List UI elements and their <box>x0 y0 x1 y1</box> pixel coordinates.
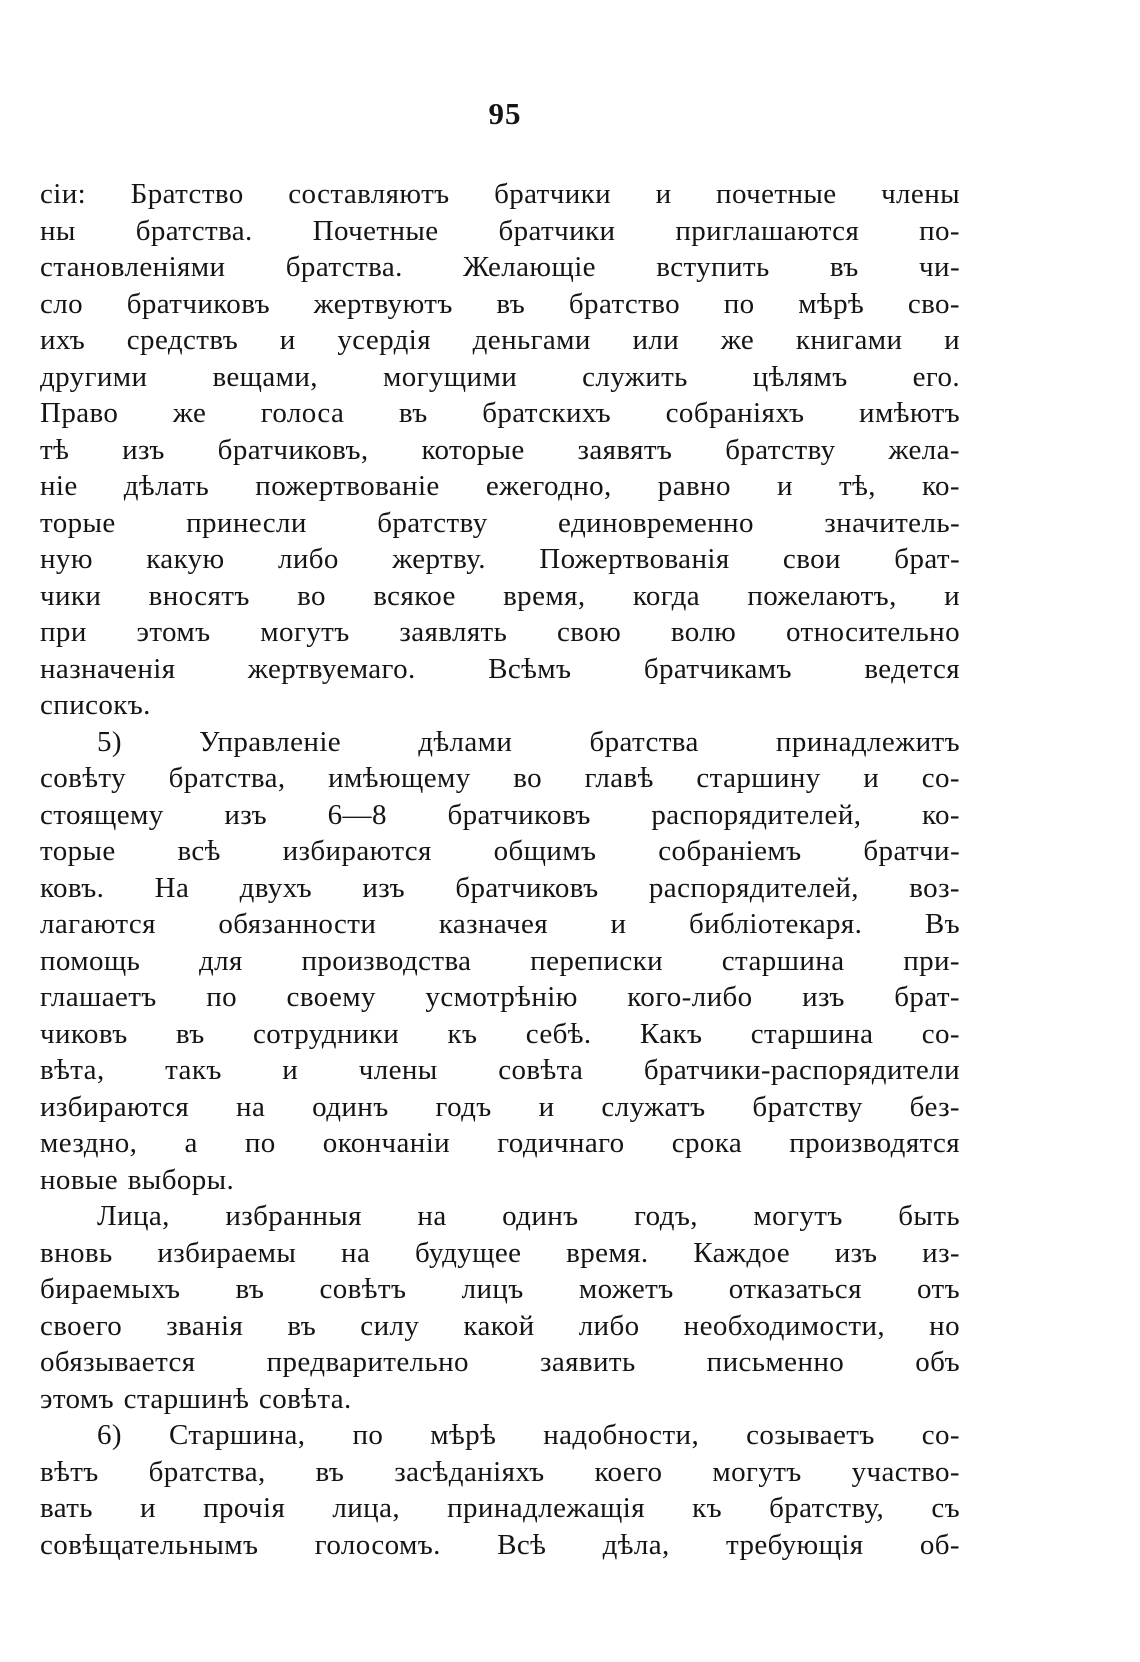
text-line: чиковъ въ сотрудники къ себѣ. Какъ старшина со- <box>40 1017 960 1050</box>
text-line: совѣту братства, имѣющему во главѣ старшину и со- <box>40 762 960 794</box>
text-line: глашаетъ по своему усмотрѣнію кого-либо изъ брат- <box>40 981 960 1013</box>
paragraph-start-line: 5) Управленіе дѣлами братства принадлежитъ <box>97 725 960 758</box>
text-line: сло братчиковъ жертвуютъ въ братство по мѣрѣ сво- <box>40 287 960 320</box>
text-line: своего званія въ силу какой либо необходимости, но <box>40 1309 960 1342</box>
text-line: вѣтъ братства, въ засѣданіяхъ коего могутъ участво- <box>40 1455 960 1488</box>
text-line: другими вещами, могущими служить цѣлямъ его. <box>40 360 960 393</box>
text-line: бираемыхъ въ совѣтъ лицъ можетъ отказаться отъ <box>40 1273 960 1305</box>
page-number: 95 <box>488 96 522 131</box>
paragraph-start-line: 6) Старшина, по мѣрѣ надобности, созываетъ со- <box>97 1419 960 1451</box>
text-line: избираются на одинъ годъ и служатъ братству без- <box>40 1090 960 1123</box>
text-line: мездно, а по окончаніи годичнаго срока производятся <box>40 1127 960 1159</box>
text-line: чики вносятъ во всякое время, когда пожелаютъ, и <box>40 579 960 612</box>
text-line: лагаются обязанности казначея и библіотекаря. Въ <box>40 908 960 940</box>
text-line: тѣ изъ братчиковъ, которые заявятъ братству жела- <box>40 433 960 466</box>
text-line: сіи: Братство составляютъ братчики и почетные члены <box>40 178 960 210</box>
text-line: назначенія жертвуемаго. Всѣмъ братчикамъ ведется <box>40 652 960 685</box>
body-text <box>40 176 960 1563</box>
paragraph-start-line: Лица, избранныя на одинъ годъ, могутъ быть <box>97 1200 960 1232</box>
text-line: ную какую либо жертву. Пожертвованія свои брат- <box>40 543 960 575</box>
text-line: при этомъ могутъ заявлять свою волю относительно <box>40 616 960 648</box>
text-line: вновь избираемы на будущее время. Каждое изъ из- <box>40 1236 960 1269</box>
text-line: совѣщательнымъ голосомъ. Всѣ дѣла, требующія об- <box>40 1528 960 1561</box>
paragraph-end-line: этомъ старшинѣ совѣта. <box>40 1382 352 1415</box>
text-line: помощь для производства переписки старшина при- <box>40 944 960 977</box>
paragraph-end-line: новые выборы. <box>40 1163 235 1196</box>
text-line: становленіями братства. Желающіе вступить въ чи- <box>40 251 960 283</box>
text-line: стоящему изъ 6—8 братчиковъ распорядителей, ко- <box>40 798 960 831</box>
text-line: ніе дѣлать пожертвованіе ежегодно, равно и тѣ, ко- <box>40 470 960 502</box>
text-line: ковъ. На двухъ изъ братчиковъ распорядителей, воз- <box>40 871 960 904</box>
text-line: вать и прочія лица, принадлежащія къ братству, съ <box>40 1492 960 1524</box>
text-line: ны братства. Почетные братчики приглашаются по- <box>40 214 960 247</box>
text-line: торые всѣ избираются общимъ собраніемъ братчи- <box>40 835 960 867</box>
text-line: торые принесли братству единовременно значитель- <box>40 506 960 539</box>
text-line: обязывается предварительно заявить письменно объ <box>40 1346 960 1378</box>
paragraph-end-line: списокъ. <box>40 689 151 721</box>
text-line: Право же голоса въ братскихъ собраніяхъ имѣютъ <box>40 397 960 429</box>
text-line: ихъ средствъ и усердія деньгами или же книгами и <box>40 324 960 356</box>
text-line: вѣта, такъ и члены совѣта братчики-распорядители <box>40 1054 960 1086</box>
